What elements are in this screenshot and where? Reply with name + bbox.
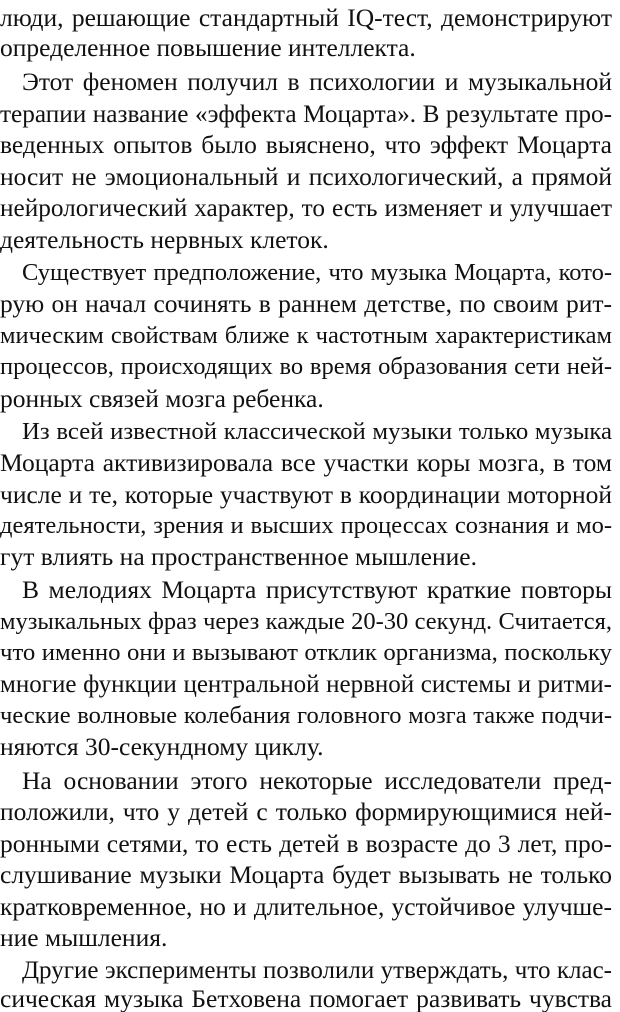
- text-line: Этот феномен получил в психологии и музыкальной: [22, 67, 612, 96]
- text-line: деятельности, зрения и высших процессах сознания и мо-: [0, 512, 612, 539]
- text-line: ние мышления.: [0, 923, 168, 952]
- text-line: ронными сетями, то есть детей в возрасте до 3 лет, про-: [0, 829, 612, 858]
- text-line: Существует предположение, что музыка Моцарта, кото-: [22, 259, 612, 286]
- text-line: деятельность нервных клеток.: [0, 225, 329, 254]
- text-line: рую он начал сочинять в раннем детстве, по своим рит-: [0, 289, 612, 318]
- text-line: многие функции центральной нервной системы и ритми-: [0, 671, 612, 698]
- text-line: нейрологический характер, то есть изменяет и улучшает: [0, 194, 612, 222]
- text-line: музыкальных фраз через каждые 20-30 секунд. Считается,: [0, 608, 612, 635]
- text-line: В мелодиях Моцарта присутствуют краткие повторы: [22, 575, 612, 604]
- text-line: числе и те, которые участвуют в координации моторной: [0, 480, 612, 509]
- text-line: терапии название «эффекта Моцарта». В результате про-: [0, 100, 612, 128]
- text-line: ронных связей мозга ребенка.: [0, 384, 324, 413]
- text-line: няются 30-секундному циклу.: [0, 732, 324, 761]
- text-line: ческие волновые колебания головного мозга также подчи-: [0, 702, 612, 729]
- text-line: носит не эмоциональный и психологический, а прямой: [0, 162, 612, 191]
- text-line: сическая музыка Бетховена помогает развивать чувства: [0, 984, 612, 1012]
- text-line: Другие эксперименты позволили утверждать, что клас-: [22, 957, 612, 984]
- text-line: Из всей известной классической музыки только музыка: [22, 418, 612, 445]
- text-line: люди, решающие стандартный IQ-тест, демонстрируют: [0, 3, 612, 32]
- text-line: процессов, происходящих во время образования сети ней-: [0, 353, 612, 380]
- text-line: Моцарта активизировала все участки коры мозга, в том: [0, 448, 612, 477]
- text-line: веденных опытов было выяснено, что эффект Моцарта: [0, 130, 612, 159]
- text-line: гут влиять на пространственное мышление.: [0, 542, 477, 571]
- text-line: На основании этого некоторые исследователи пред-: [22, 766, 612, 795]
- text-line: положили, что у детей с только формирующимися ней-: [0, 797, 612, 826]
- text-line: кратковременное, но и длительное, устойчивое улучше-: [0, 892, 612, 921]
- text-line: слушивание музыки Моцарта будет вызывать не только: [0, 860, 612, 889]
- text-line: что именно они и вызывают отклик организма, поскольку: [0, 639, 612, 666]
- text-line: мическим свойствам ближе к частотным характеристикам: [0, 322, 612, 349]
- text-line: определенное повышение интеллекта.: [0, 33, 416, 62]
